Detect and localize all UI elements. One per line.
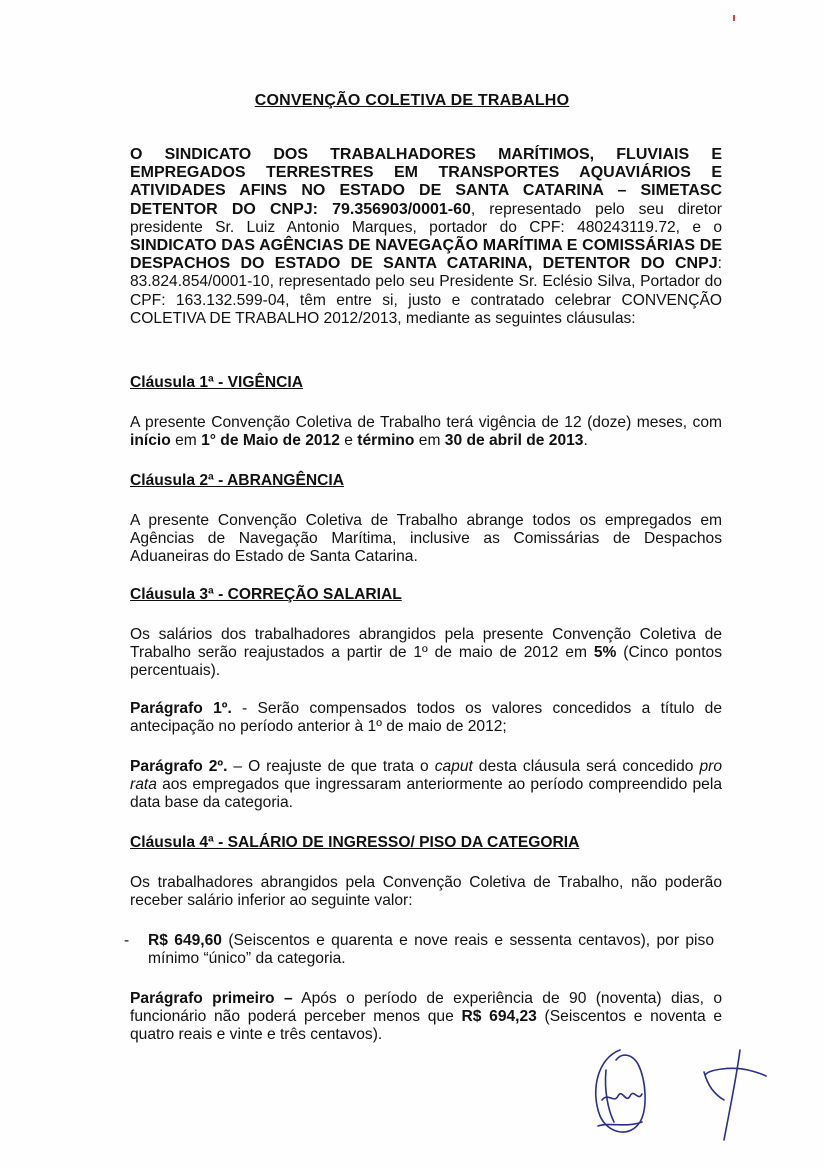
paragrafo2-t3: aos empregados que ingressaram anteriormente ao período compreendido pela data base da categoria. bbox=[130, 776, 722, 812]
piso-text: (Seiscentos e quarenta e nove reais e sessenta centavos), por piso mínimo “único” da categoria. bbox=[148, 932, 714, 968]
clausula3-t2: (Cinco pontos percentuais). bbox=[130, 644, 723, 680]
clausula1-t4: em bbox=[414, 432, 445, 450]
clausula3-heading: Cláusula 3ª - CORREÇÃO SALARIAL bbox=[130, 586, 402, 603]
intro-party1: O SINDICATO DOS TRABALHADORES MARÍTIMOS, FLUVIAIS E EMPREGADOS TERRESTRES EM TRANSPORTES AQUAVIÁRIOS E ATIVIDADES AFINS NO ESTADO DE SANTA CATARINA – SIMETASC DETENTOR DO CNPJ: 79.356903/0001-60 bbox=[130, 146, 722, 218]
paragrafo-primeiro-value: R$ 694,23 bbox=[461, 1008, 537, 1026]
clausula3-percent: 5% bbox=[593, 644, 617, 662]
clausula4-text: Os trabalhadores abrangidos pela Convenção Coletiva de Trabalho, não poderão receber salário inferior ao seguinte valor: bbox=[130, 874, 722, 910]
clausula1-t1: A presente Convenção Coletiva de Trabalho terá vigência de 12 (doze) meses, com bbox=[130, 414, 722, 431]
clausula1-t2: em bbox=[170, 432, 202, 450]
clausula3-text bbox=[130, 626, 722, 681]
clausula1-heading: Cláusula 1ª - VIGÊNCIA bbox=[130, 374, 304, 391]
paragrafo-primeiro-label: Parágrafo primeiro – bbox=[130, 990, 293, 1007]
clausula3-paragrafo2 bbox=[130, 758, 722, 813]
clausula1-t5: . bbox=[583, 432, 588, 450]
clausula4-heading: Cláusula 4ª - SALÁRIO DE INGRESSO/ PISO DA CATEGORIA bbox=[130, 834, 580, 851]
paragrafo1-label: Parágrafo 1º. bbox=[130, 700, 232, 717]
clausula1-inicio: início bbox=[130, 432, 171, 450]
paragrafo-primeiro-t1: Após o período de experiência de 90 (noventa) dias, o funcionário não poderá perceber menos que bbox=[130, 990, 723, 1026]
clausula4-bullet bbox=[148, 932, 714, 968]
intro-party2-rest: : 83.824.854/0001-10, representado pelo seu Presidente Sr. Eclésio Silva, Portador do CPF: 163.132.599-04, têm entre si, justo e contratado celebrar CONVENÇÃO COLETIVA DE TRABALHO 2012/2013, mediante as seguintes cláusulas: bbox=[130, 255, 722, 327]
paragrafo2-caput: caput bbox=[434, 758, 473, 775]
paragrafo2-pro-rata: pro rata bbox=[130, 758, 722, 794]
signature-1 bbox=[596, 1050, 645, 1132]
clausula1-text bbox=[130, 414, 722, 450]
signatures bbox=[580, 1030, 800, 1160]
paragrafo1-text: - Serão compensados todos os valores concedidos a título de antecipação no período anterior à 1º de maio de 2012; bbox=[130, 700, 722, 736]
clausula1-termino: término bbox=[357, 432, 415, 450]
intro-party2: SINDICATO DAS AGÊNCIAS DE NAVEGAÇÃO MARÍTIMA E COMISSÁRIAS DE DESPACHOS DO ESTADO DE SANTA CATARINA, DETENTOR DO CNPJ bbox=[130, 237, 722, 273]
clausula1-end-date: 30 de abril de 2013 bbox=[444, 432, 584, 450]
paragrafo2-label: Parágrafo 2º. bbox=[130, 758, 228, 775]
clausula1-start-date: 1° de Maio de 2012 bbox=[201, 432, 340, 450]
paragrafo2-t1: – O reajuste de que trata o bbox=[227, 758, 435, 775]
piso-value: R$ 649,60 bbox=[148, 932, 222, 949]
scan-mark bbox=[733, 15, 735, 21]
clausula3-t1: Os salários dos trabalhadores abrangidos pela presente Convenção Coletiva de Trabalho serão reajustados a partir de 1º de maio de 2012 em bbox=[130, 626, 722, 662]
clausula2-text: A presente Convenção Coletiva de Trabalho abrange todos os empregados em Agências de Navegação Marítima, inclusive as Comissárias de Despachos Aduaneiras do Estado de Santa Catarina. bbox=[130, 512, 722, 566]
clausula1-t3: e bbox=[339, 432, 358, 450]
intro-party1-rest: , representado pelo seu diretor presidente Sr. Luiz Antonio Marques, portador do CPF: 480243119.72, e o bbox=[130, 200, 722, 236]
paragrafo2-t2: desta cláusula será concedido bbox=[472, 758, 700, 775]
clausula3-paragrafo1 bbox=[130, 700, 722, 736]
clausula2-heading: Cláusula 2ª - ABRANGÊNCIA bbox=[130, 472, 345, 489]
bullet-dash: - bbox=[124, 932, 130, 949]
document-title: CONVENÇÃO COLETIVA DE TRABALHO bbox=[254, 92, 570, 109]
signature-2 bbox=[704, 1050, 766, 1140]
paragrafo-primeiro-t2: (Seiscentos e noventa e quatro reais e vinte e três centavos). bbox=[130, 1008, 722, 1044]
intro-paragraph bbox=[130, 146, 722, 328]
